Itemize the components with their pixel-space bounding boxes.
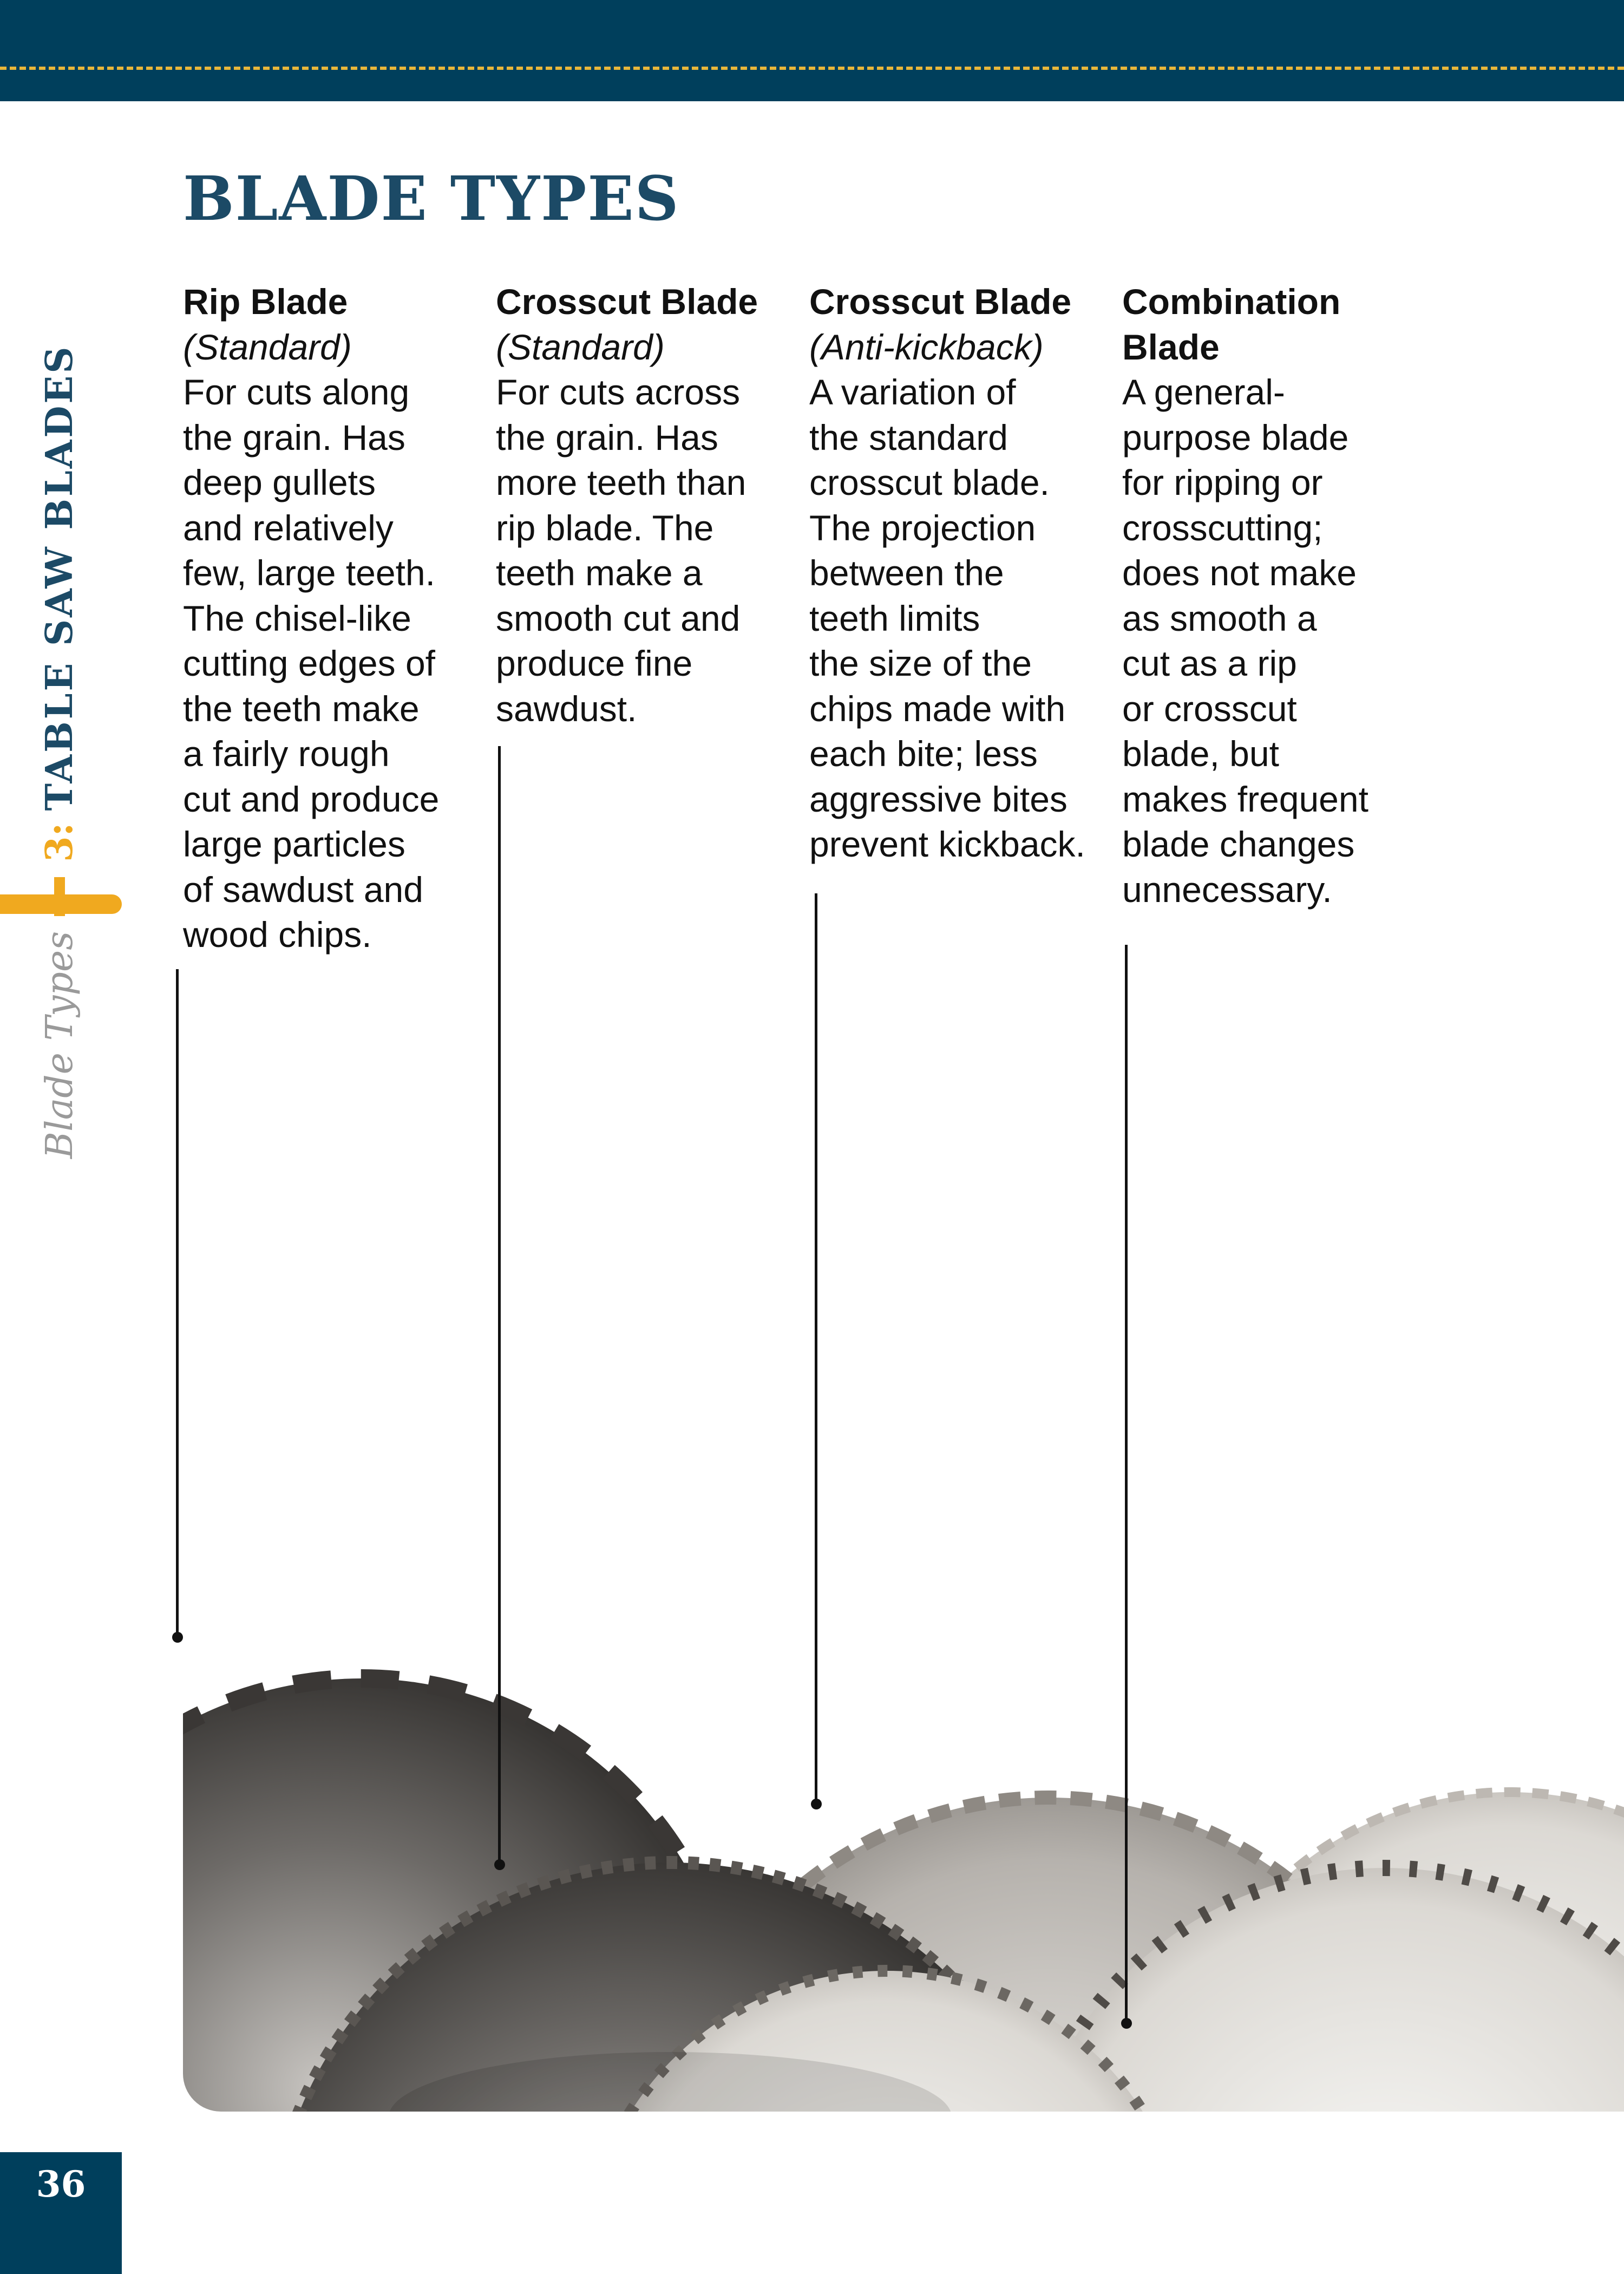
blade-subtitle: (Anti-kickback) [809,326,1044,367]
blade-name: Crosscut Blade [809,282,1072,322]
blade-name: Crosscut Blade [496,282,758,322]
callout-dot-crosscut-standard [494,1859,505,1870]
blade-column-crosscut-anti-kickback [809,279,1112,867]
blade-subtitle: (Standard) [496,326,665,367]
callout-dot-crosscut-anti-kickback [811,1799,822,1809]
saw-blades-photo [183,1597,1624,2112]
blade-description: For cuts along the grain. Has deep gullets and relatively few, large teeth. The chisel-like cutting edges of the teeth make a fairly rough cut and produce large particles of sawdust and wood chips. [183,372,440,955]
page-number: 36 [36,2163,86,2205]
blade-description: A variation of the standard crosscut blade. The projection between the teeth limits the size of the chips made with each bite; less aggressive bites prevent kickback. [809,372,1085,864]
header-dashed-rule [0,67,1624,70]
callout-dot-combination [1121,2018,1132,2029]
sidebar-chapter-number: 3: [38,822,81,862]
callout-line-combination [1125,945,1128,2022]
blade-description: A general- purpose blade for ripping or crosscutting; does not make as smooth a cut as a rip or crosscut blade, but makes frequent blade changes unnecessary. [1122,372,1368,910]
blade-column-crosscut-standard [496,279,799,731]
header-band [0,0,1624,101]
sidebar-section-label: Blade Types [38,931,81,1159]
callout-line-crosscut-standard [498,746,501,1865]
callout-dot-rip [172,1632,183,1643]
callout-line-crosscut-anti-kickback [815,893,817,1803]
blade-subtitle: (Standard) [183,326,352,367]
page-title: BLADE TYPES [183,164,680,234]
sidebar-divider [54,877,65,916]
saw-blades-illustration [183,1597,1624,2112]
callout-line-rip [176,969,179,1635]
blade-column-rip [183,279,486,958]
blade-description: For cuts across the grain. Has more teeth than rip blade. The teeth make a smooth cut and produce fine sawdust. [496,372,746,729]
blade-name: Combination Blade [1122,282,1341,367]
blade-column-combination [1122,279,1425,912]
blade-name: Rip Blade [183,282,348,322]
sidebar-chapter-title: TABLE SAW BLADES [38,344,81,811]
